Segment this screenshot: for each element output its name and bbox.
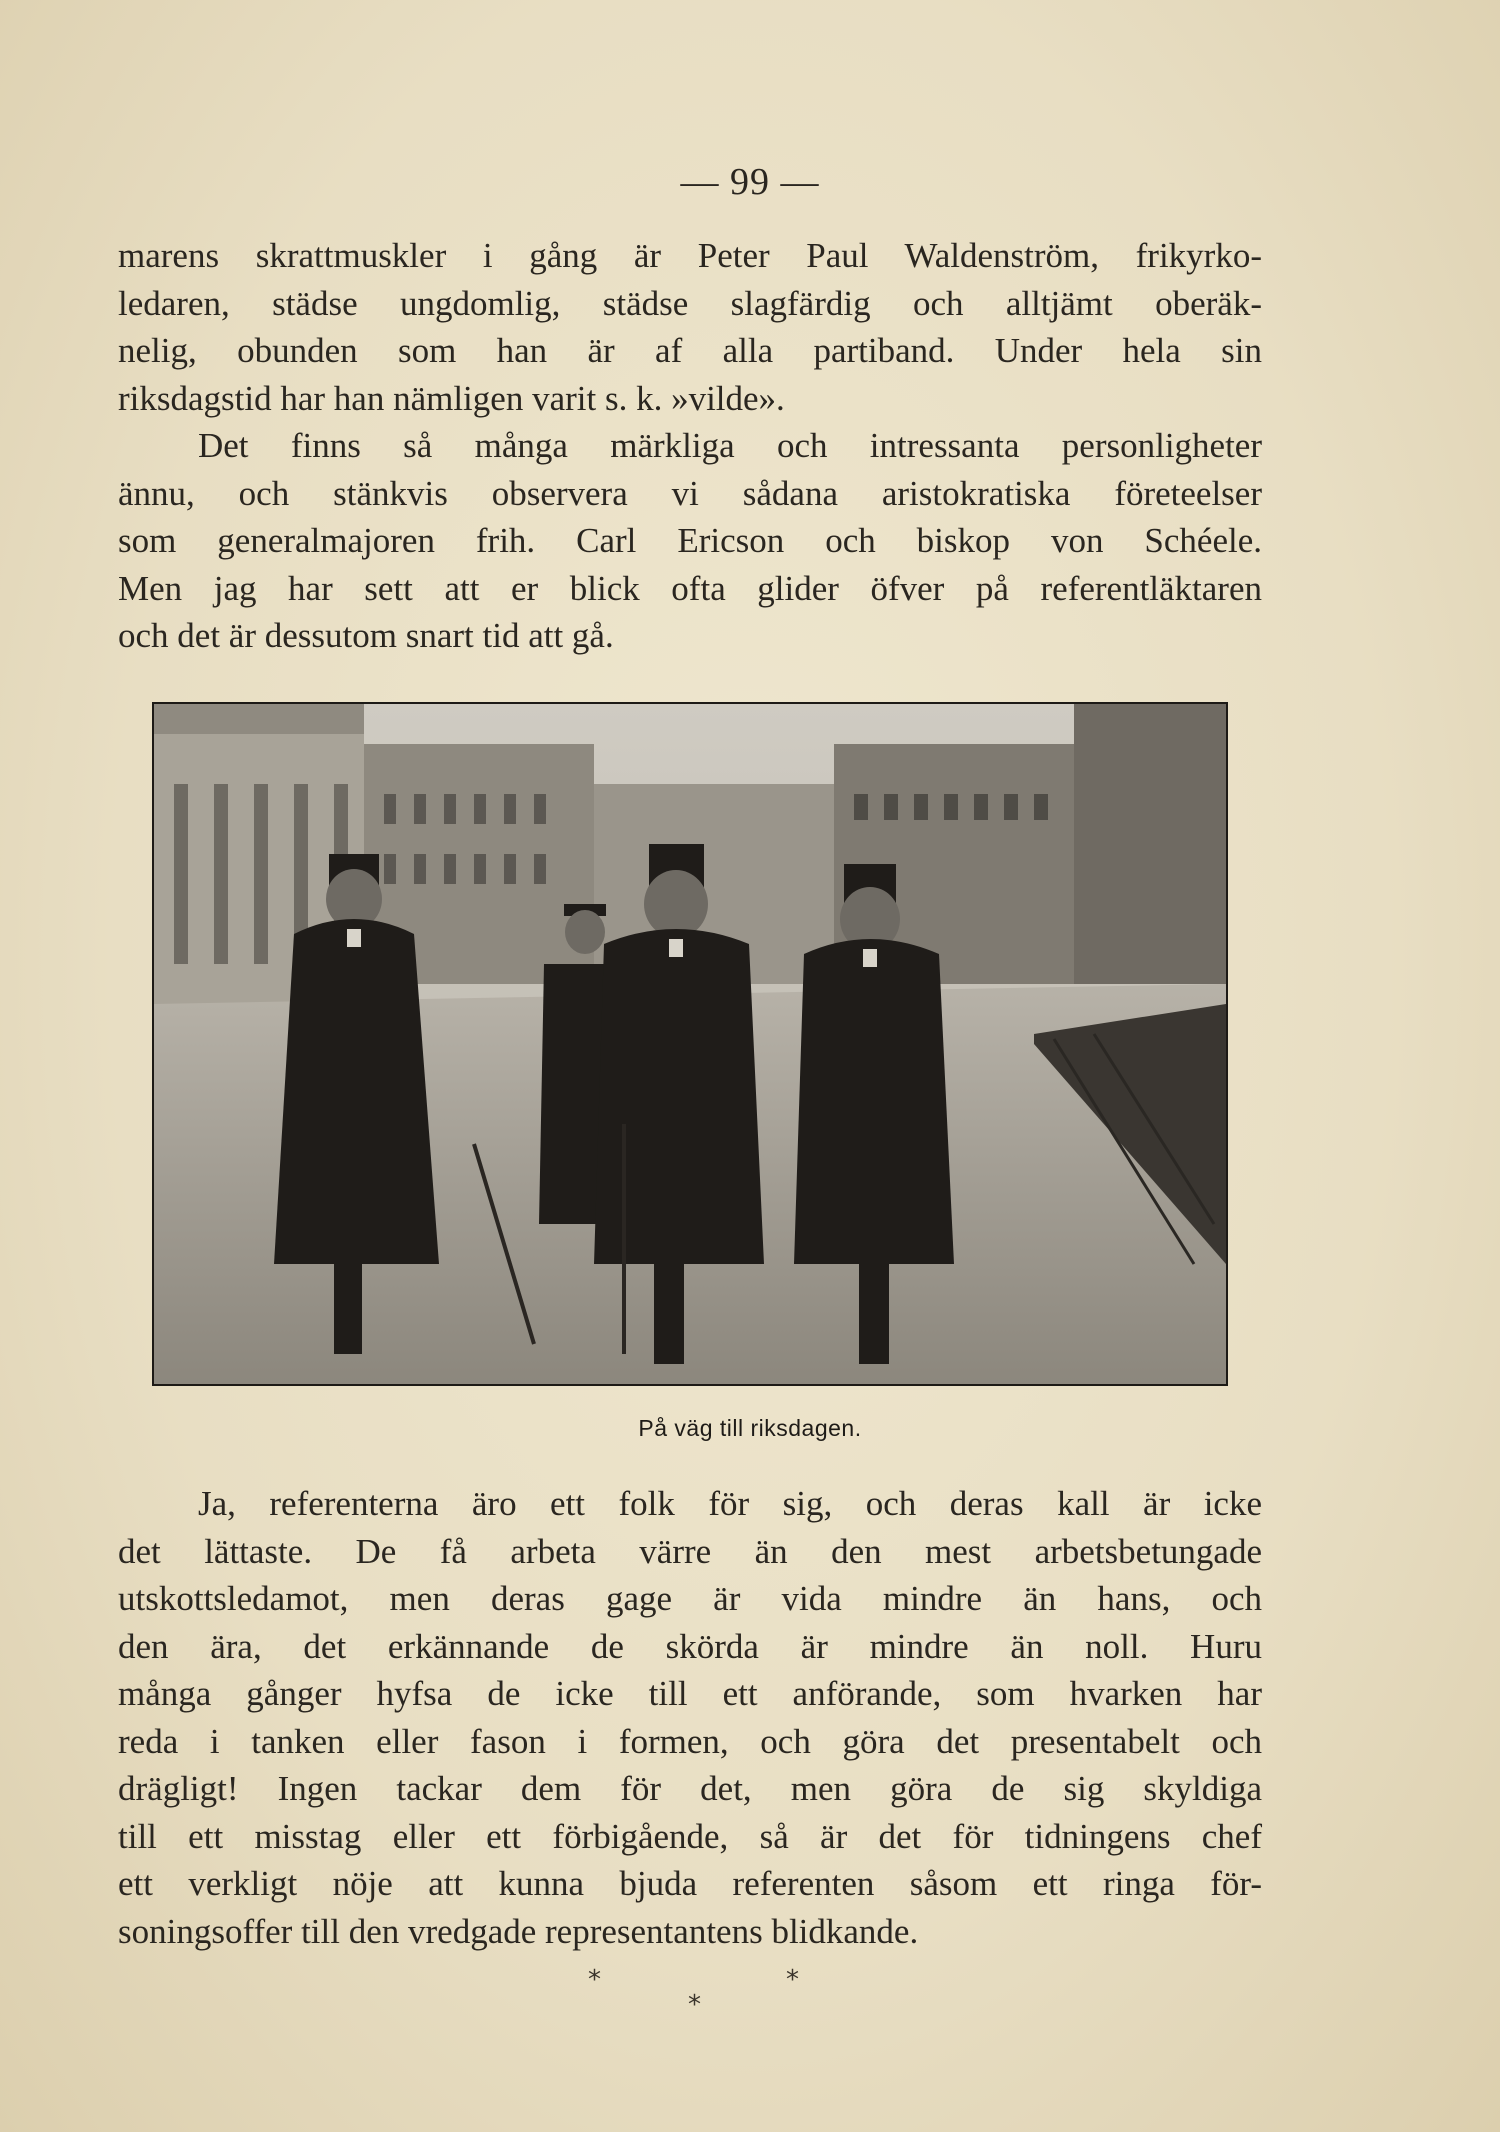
paragraph-1-line-3: nelig, obunden som han är af alla partiband. Under hela sin (118, 331, 1262, 370)
section-asterisk-right: * (786, 1965, 799, 1995)
paragraph-3-line-2: det lättaste. De få arbeta värre än den mest arbetsbetungade (118, 1531, 1262, 1571)
page-number: — 99 — (680, 161, 820, 203)
paragraph-1-line-1: marens skrattmuskler i gång är Peter Paul Waldenström, frikyrko- (118, 236, 1262, 275)
paragraph-2-line-3: som generalmajoren frih. Carl Ericson och biskop von Schéele. (118, 521, 1262, 560)
section-asterisk-middle: * (688, 1990, 701, 2020)
paragraph-3-line-8: till ett misstag eller ett förbigående, så är det för tidningens chef (118, 1816, 1262, 1856)
paragraph-3-line-5: många gånger hyfsa de icke till ett anförande, som hvarken har (118, 1674, 1262, 1713)
photograph-illustration (154, 704, 1226, 1384)
photograph (152, 702, 1228, 1386)
paragraph-1-line-4: riksdagstid har han nämligen varit s. k. »vilde». (118, 378, 785, 418)
paragraph-3-line-4: den ära, det erkännande de skörda är mindre än noll. Huru (118, 1626, 1262, 1666)
paragraph-3-line-10: soningsoffer till den vredgade representantens blidkande. (118, 1911, 919, 1951)
paragraph-2-line-1: Det finns så många märkliga och intressanta personligheter (198, 426, 1262, 465)
paragraph-2-line-2: ännu, och stänkvis observera vi sådana aristokratiska företeelser (118, 473, 1262, 513)
paragraph-3-line-6: reda i tanken eller fason i formen, och göra det presentabelt och (118, 1721, 1262, 1761)
photo-caption: På väg till riksdagen. (638, 1415, 862, 1441)
paragraph-3-line-9: ett verkligt nöje att kunna bjuda referenten såsom ett ringa för- (118, 1864, 1262, 1903)
paragraph-2-line-5: och det är dessutom snart tid att gå. (118, 616, 614, 655)
top-text-block (118, 232, 1262, 660)
bottom-text-block (118, 1480, 1262, 1955)
paragraph-3-line-3: utskottsledamot, men deras gage är vida mindre än hans, och (118, 1579, 1262, 1618)
paragraph-3-line-7: drägligt! Ingen tackar dem för det, men göra de sig skyldiga (118, 1769, 1262, 1808)
paragraph-1-line-2: ledaren, städse ungdomlig, städse slagfärdig och alltjämt oberäk- (118, 283, 1262, 323)
section-asterisk-left: * (588, 1965, 601, 1995)
paragraph-2-line-4: Men jag har sett att er blick ofta glider öfver på referentläktaren (118, 568, 1262, 608)
paragraph-3-line-1: Ja, referenterna äro ett folk för sig, och deras kall är icke (198, 1484, 1262, 1523)
